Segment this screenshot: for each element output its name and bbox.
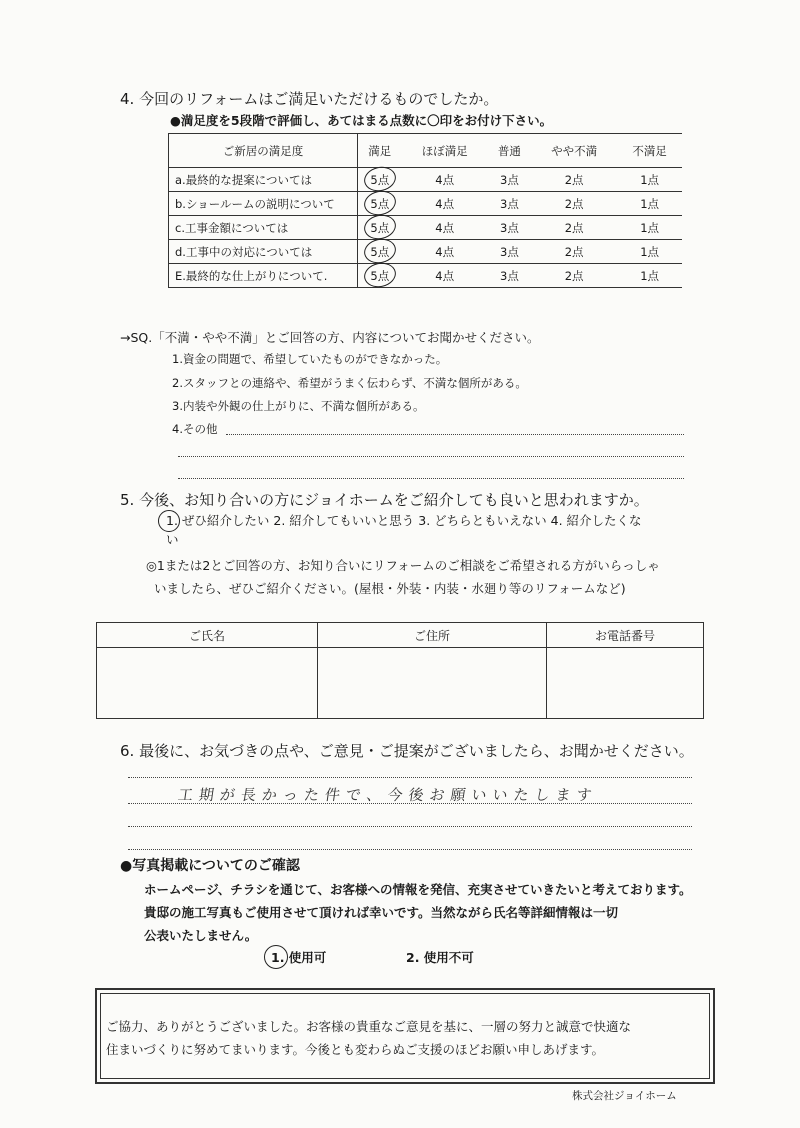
other-answer-line[interactable] [226,434,684,435]
score-1-cell[interactable]: 1点 [617,240,682,264]
answer-line[interactable] [128,826,692,827]
answer-line[interactable] [128,777,692,778]
circled-score: 5点 [370,244,390,259]
score-5-cell[interactable] [358,192,402,216]
col-header-item: ご新居の満足度 [169,134,358,168]
table-row [169,168,683,192]
row-label: a.最終的な提案については [169,168,358,192]
q6-title: 6. 最後に、お気づきの点や、ご意見・ご提案がございましたら、お聞かせください。 [120,742,694,760]
score-4-cell[interactable]: 4点 [402,168,488,192]
col-header-phone: お電話番号 [547,623,704,648]
score-2-cell[interactable]: 2点 [531,264,617,288]
name-field[interactable] [97,648,318,719]
q5-note-line1: ◎1または2とご回答の方、お知り合いにリフォームのご相談をご希望される方がいらっしゃ [146,558,660,573]
sq-option-4[interactable]: 4.その他 [172,422,218,436]
col-header-satisfied: 満足 [358,134,402,168]
q4-instruction: ●満足度を5段階で評価し、あてはまる点数に〇印をお付け下さい。 [170,113,553,128]
col-header-name: ご氏名 [97,623,318,648]
score-3-cell[interactable]: 3点 [488,264,531,288]
q5-options-wrap: い [166,532,179,547]
handwritten-answer[interactable]: 工期が長かった件で、今後お願いいたします [176,786,599,804]
q4-title: 4. 今回のリフォームはご満足いただけるものでしたか。 [120,90,499,108]
answer-line[interactable] [128,849,692,850]
q5-note-line2: いましたら、ぜひご紹介ください。(屋根・外装・内装・水廻り等のリフォームなど) [154,581,626,596]
table-row [169,240,683,264]
q5-title: 5. 今後、お知り合いの方にジョイホームをご紹介しても良いと思われますか。 [120,491,649,509]
score-4-cell[interactable]: 4点 [402,240,488,264]
circled-score: 5点 [370,172,390,187]
col-header-neutral: 普通 [488,134,531,168]
score-3-cell[interactable]: 3点 [488,192,531,216]
other-answer-line[interactable] [178,456,684,457]
col-header-mostly-satisfied: ほぼ満足 [402,134,488,168]
closing-line2: 住まいづくりに努めてまいります。今後とも変わらぬご支援のほどお願い申しあげます。 [106,1042,605,1057]
score-3-cell[interactable]: 3点 [488,216,531,240]
sq-option-3[interactable]: 3.内装や外観の仕上がりに、不満な個所がある。 [172,399,425,413]
score-1-cell[interactable]: 1点 [617,192,682,216]
photo-line2: 貴邸の施工写真もご使用させて頂ければ幸いです。当然ながら氏名等詳細情報は一切 [144,905,619,920]
answer-line[interactable] [128,803,692,804]
photo-option-allowed[interactable]: 1. 使用可 [271,950,327,965]
q5-options[interactable]: 1. ぜひ紹介したい 2. 紹介してもいいと思う 3. どちらともいえない 4. 紹介したくな [166,513,642,528]
sq-option-1[interactable]: 1.資金の問題で、希望していたものができなかった。 [172,352,448,366]
referral-table [96,622,704,719]
photo-line1: ホームページ、チラシを通じて、お客様への情報を発信、充実させていきたいと考えております。 [144,882,692,897]
circled-score: 5点 [370,196,390,211]
table-row [97,648,704,719]
photo-title: ●写真掲載についてのご確認 [120,858,300,874]
closing-box-inner-border [100,993,710,1079]
address-field[interactable] [318,648,547,719]
row-label: c.工事金額については [169,216,358,240]
col-header-somewhat-dissatisfied: やや不満 [531,134,617,168]
circled-score: 5点 [370,220,390,235]
score-5-cell[interactable] [358,168,402,192]
score-2-cell[interactable]: 2点 [531,192,617,216]
table-row [169,192,683,216]
table-header-row [169,134,683,168]
table-header-row [97,623,704,648]
closing-message-box [95,988,715,1084]
score-4-cell[interactable]: 4点 [402,216,488,240]
score-4-cell[interactable]: 4点 [402,192,488,216]
score-5-cell[interactable] [358,264,402,288]
photo-option-not-allowed[interactable]: 2. 使用不可 [406,950,474,965]
score-5-cell[interactable] [358,216,402,240]
other-answer-line[interactable] [178,478,684,479]
score-4-cell[interactable]: 4点 [402,264,488,288]
circled-score: 5点 [370,268,390,283]
company-name: 株式会社ジョイホーム [572,1090,677,1102]
row-label: E.最終的な仕上がりについて. [169,264,358,288]
row-label: d.工事中の対応については [169,240,358,264]
score-1-cell[interactable]: 1点 [617,216,682,240]
score-2-cell[interactable]: 2点 [531,168,617,192]
score-2-cell[interactable]: 2点 [531,240,617,264]
phone-field[interactable] [547,648,704,719]
score-1-cell[interactable]: 1点 [617,264,682,288]
table-row [169,264,683,288]
table-row [169,216,683,240]
col-header-dissatisfied: 不満足 [617,134,682,168]
sq-option-2[interactable]: 2.スタッフとの連絡や、希望がうまく伝わらず、不満な個所がある。 [172,376,527,390]
col-header-address: ご住所 [318,623,547,648]
closing-line1: ご協力、ありがとうございました。お客様の貴重なご意見を基に、一層の努力と誠意で快適な [106,1019,632,1034]
score-3-cell[interactable]: 3点 [488,240,531,264]
score-1-cell[interactable]: 1点 [617,168,682,192]
score-2-cell[interactable]: 2点 [531,216,617,240]
row-label: b.ショールームの説明について [169,192,358,216]
score-5-cell[interactable] [358,240,402,264]
score-3-cell[interactable]: 3点 [488,168,531,192]
satisfaction-table [168,133,682,288]
photo-line3: 公表いたしません。 [144,928,258,943]
sq-title: →SQ.「不満・やや不満」とご回答の方、内容についてお聞かせください。 [120,330,540,345]
